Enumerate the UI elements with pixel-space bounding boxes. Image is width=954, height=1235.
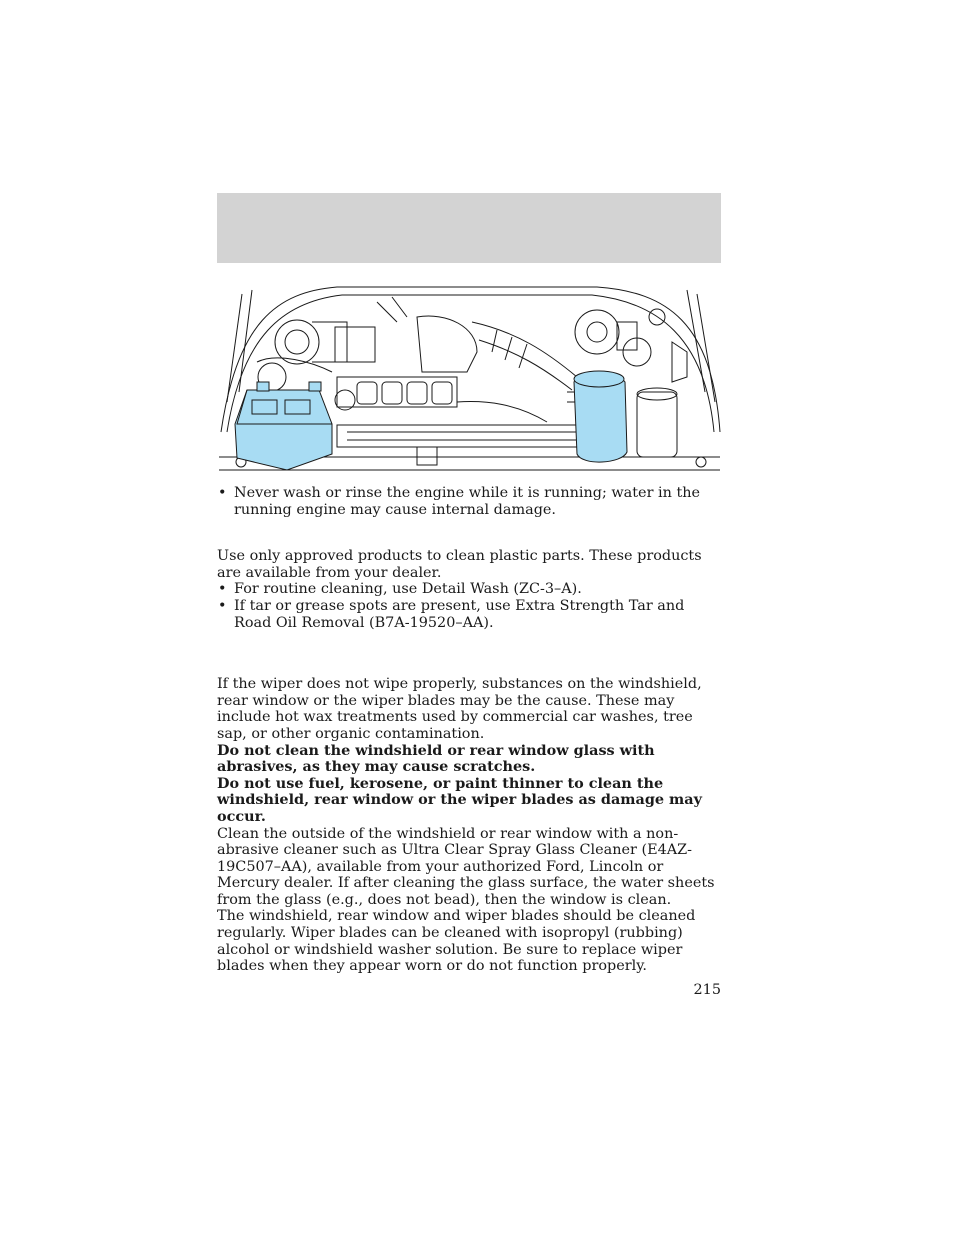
bullet-glyph: • [218, 485, 227, 501]
air-cleaner-highlight [574, 371, 627, 462]
battery-highlight [235, 382, 332, 470]
bullet-glyph: • [218, 581, 227, 598]
bullet-text: Never wash or rinse the engine while it is running; water in the running engine may cause internal damage. [234, 485, 701, 518]
engine-wash-bullet [217, 485, 721, 518]
bullet-text: If tar or grease spots are present, use Extra Strength Tar and Road Oil Removal (B7A-19520–AA). [234, 597, 685, 631]
windows-paragraph-1: If the wiper does not wipe properly, substances on the windshield, rear window or the wiper blades may be the cause. These may include hot wax treatments used by commercial car washes, tree sap, or other organic contamination. [217, 676, 702, 742]
engine-compartment-illustration [217, 282, 722, 474]
page-number: 215 [693, 982, 721, 998]
plastic-intro: Use only approved products to clean plastic parts. These products are available from your dealer. [217, 548, 702, 581]
section-header-band [217, 193, 721, 263]
windows-paragraph-2: Clean the outside of the windshield or rear window with a non-abrasive cleaner such as Ultra Clear Spray Glass Cleaner (E4AZ-19C507–AA), available from your authorized Ford, Lincoln or Mercury dealer. If after cleaning the glass surface, the water sheets from the glass (e.g., does not bead), then the window is clean. [217, 825, 715, 908]
bullet-text: For routine cleaning, use Detail Wash (ZC-3–A). [234, 581, 582, 598]
page-content [217, 485, 721, 975]
plastic-bullet-routine [217, 581, 721, 598]
bullet-glyph: • [218, 597, 227, 614]
warning-fuel: Do not use fuel, kerosene, or paint thinner to clean the windshield, rear window or the wiper blades as damage may occur. [217, 774, 702, 825]
windows-paragraph-3: The windshield, rear window and wiper blades should be cleaned regularly. Wiper blades can be cleaned with isopropyl (rubbing) alcohol or windshield washer solution. Be sure to replace wiper blades when they appear worn or do not function properly. [217, 908, 696, 975]
plastic-bullet-tar [217, 598, 721, 631]
warning-abrasives: Do not clean the windshield or rear window glass with abrasives, as they may cause scratches. [217, 741, 655, 776]
